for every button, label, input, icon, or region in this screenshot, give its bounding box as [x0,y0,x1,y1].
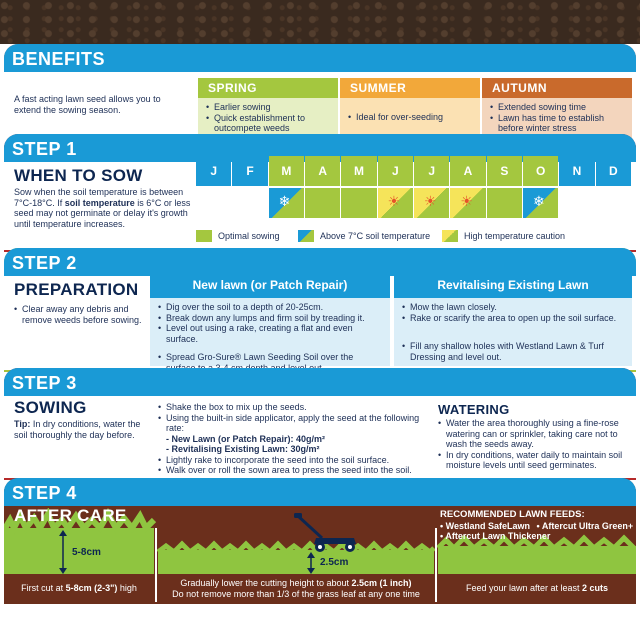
calendar-month: O [523,156,558,186]
sun-icon: ☀ [387,194,401,210]
step4-title: AFTER CARE [14,506,127,525]
new-lawn-list [150,298,390,344]
calendar-cell [232,188,268,218]
step4-header-bar [4,478,636,506]
legend-optimal-label: Optimal sowing [218,231,280,241]
step2-title: PREPARATION [14,280,139,299]
step3-label: STEP 3 [12,373,77,393]
list-item: • Break down any lumps and firm soil by treading it. [158,313,382,324]
step2-left-list [14,304,142,325]
revitalise-list-2 [394,323,632,362]
calendar-month: M [269,156,304,186]
list-item: • Using the built-in side applicator, apply the seed at the following rate: [158,413,428,434]
list-item: • In dry conditions, water daily to maintain soil moisture levels until seed germinates. [438,450,630,471]
sowing-steps [158,402,428,476]
benefits-intro: A fast acting lawn seed allows you to extend the sowing season. [14,94,161,115]
new-lawn-header: New lawn (or Patch Repair) [150,272,390,298]
list-item: • Walk over or roll the sown area to press the seed into the soil. [158,465,428,476]
list-item: • Level out using a rake, creating a flat and even surface. [158,323,382,344]
calendar-month: J [378,156,413,186]
feed-3: • Aftercut Lawn Thickener [440,531,551,541]
legend-swatch-optimal [196,230,212,242]
list-item: • Quick establishment to outcompete weeds [206,113,330,134]
calendar-month: D [596,156,631,186]
sun-icon: ☀ [424,194,437,210]
season-autumn-header: AUTUMN [482,78,632,98]
height-arrow-2-5cm [306,552,316,574]
height-label-1: 5-8cm [72,547,101,558]
snowflake-icon: ❄ [533,194,545,210]
feeds-title: RECOMMENDED LAWN FEEDS: [440,509,585,520]
calendar-cell [269,188,305,218]
step3-title: SOWING [14,398,87,417]
step3-header-bar [4,368,636,396]
list-item: • Mow the lawn closely. [402,302,624,313]
step3-tip: Tip: In dry conditions, water the soil thoroughly the day before. [14,419,141,440]
list-item: • Lightly rake to incorporate the seed into the soil surface. [158,455,428,466]
calendar-cell [414,188,450,218]
caption-first-cut: First cut at 5-8cm (2-3") high [21,583,137,593]
list-item: • Rake or scarify the area to open up the soil surface. [402,313,624,324]
feed-2: • Aftercut Ultra Green+ [536,520,634,531]
calendar-month: N [559,156,594,186]
rate-new-lawn: - New Lawn (or Patch Repair): 40g/m² [166,433,326,444]
new-lawn-column [150,272,390,366]
legend-above7-label: Above 7°C soil temperature [320,231,431,241]
calendar-month: M [341,156,376,186]
calendar-month: F [232,156,267,186]
calendar-cell [450,188,486,218]
lawn-mower-art [292,512,362,554]
legend-swatch-above7 [298,230,314,242]
height-label-2: 2.5cm [320,557,349,568]
season-spring [198,78,338,140]
revitalise-header: Revitalising Existing Lawn [394,272,632,298]
revitalise-list [394,298,632,323]
list-item: • Lawn has time to establish before winter stress [490,113,624,134]
list-item: • Spread Gro-Sure® Lawn Seeding Soil over the [158,352,382,373]
step1-title: WHEN TO SOW [14,166,143,185]
rate-revitalise: - Revitalising Existing Lawn: 30g/m² [166,444,320,454]
calendar-cell [196,188,232,218]
panel-divider-1 [155,528,157,602]
calendar-cell [341,188,377,218]
feed-1: • Westland SafeLawn [440,520,531,531]
list-item: • Shake the box to mix up the seeds. [158,402,428,413]
calendar-month: A [305,156,340,186]
calendar-cell [559,188,595,218]
calendar-cell [487,188,523,218]
calendar-cell [523,188,559,218]
caption-lower-height: Gradually lower the cutting height to about 2.5cm (1 inch) Do not remove more than 1/3 of the grass leaf at any one time [172,578,420,599]
step2-label: STEP 2 [12,253,77,273]
legend-hightemp-label: High temperature caution [464,231,566,241]
season-autumn [482,78,632,140]
calendar-legend [196,228,632,244]
double-arrow-icon [306,552,316,574]
list-item: • Fill any shallow holes with Westland Lawn & Turf Dressing and level out. [402,341,624,362]
list-item: • Earlier sowing [206,102,330,113]
feeds-row-1 [440,521,634,532]
step1-label: STEP 1 [12,139,77,159]
height-arrow-5-8cm [58,530,68,574]
calendar-month: S [487,156,522,186]
soil-banner [0,0,640,44]
legend-swatch-hightemp [442,230,458,242]
double-arrow-icon [58,530,68,574]
calendar-cell [378,188,414,218]
calendar-month: A [450,156,485,186]
season-summer-header: SUMMER [340,78,480,98]
step4-label: STEP 4 [12,483,77,503]
bottom-strip [0,604,640,640]
calendar-cell [596,188,632,218]
revitalise-column [394,272,632,366]
watering-list [438,418,630,471]
lawn-mower-icon [292,512,362,554]
watering-title: WATERING [438,402,510,417]
calendar-month: J [196,156,231,186]
sowing-calendar [196,156,632,220]
panel-divider-2 [435,528,437,602]
calendar-month: J [414,156,449,186]
benefits-title: BENEFITS [12,49,106,69]
list-item: • Extended sowing time [490,102,624,113]
season-spring-header: SPRING [198,78,338,98]
list-item: • Water the area thoroughly using a fine-rose watering can or sprinkler, taking care not to wash the seeds away. [438,418,630,450]
caption-feed: Feed your lawn after at least 2 cuts [465,583,609,593]
list-item: • Dig over the soil to a depth of 20-25cm. [158,302,382,313]
list-item: • Clear away any debris and remove weeds before sowing. [14,304,142,325]
snowflake-icon: ❄ [278,194,291,210]
sun-icon: ☀ [460,194,473,210]
season-summer [340,78,480,140]
list-item: • Ideal for over-seeding [348,112,472,123]
step1-description: Sow when the soil temperature is between 7°C-18°C. If soil temperature is 6°C or less seed may not germinate or delay it's growth until temperature increases. [14,187,191,229]
recommended-feeds [440,510,634,542]
calendar-cell [305,188,341,218]
